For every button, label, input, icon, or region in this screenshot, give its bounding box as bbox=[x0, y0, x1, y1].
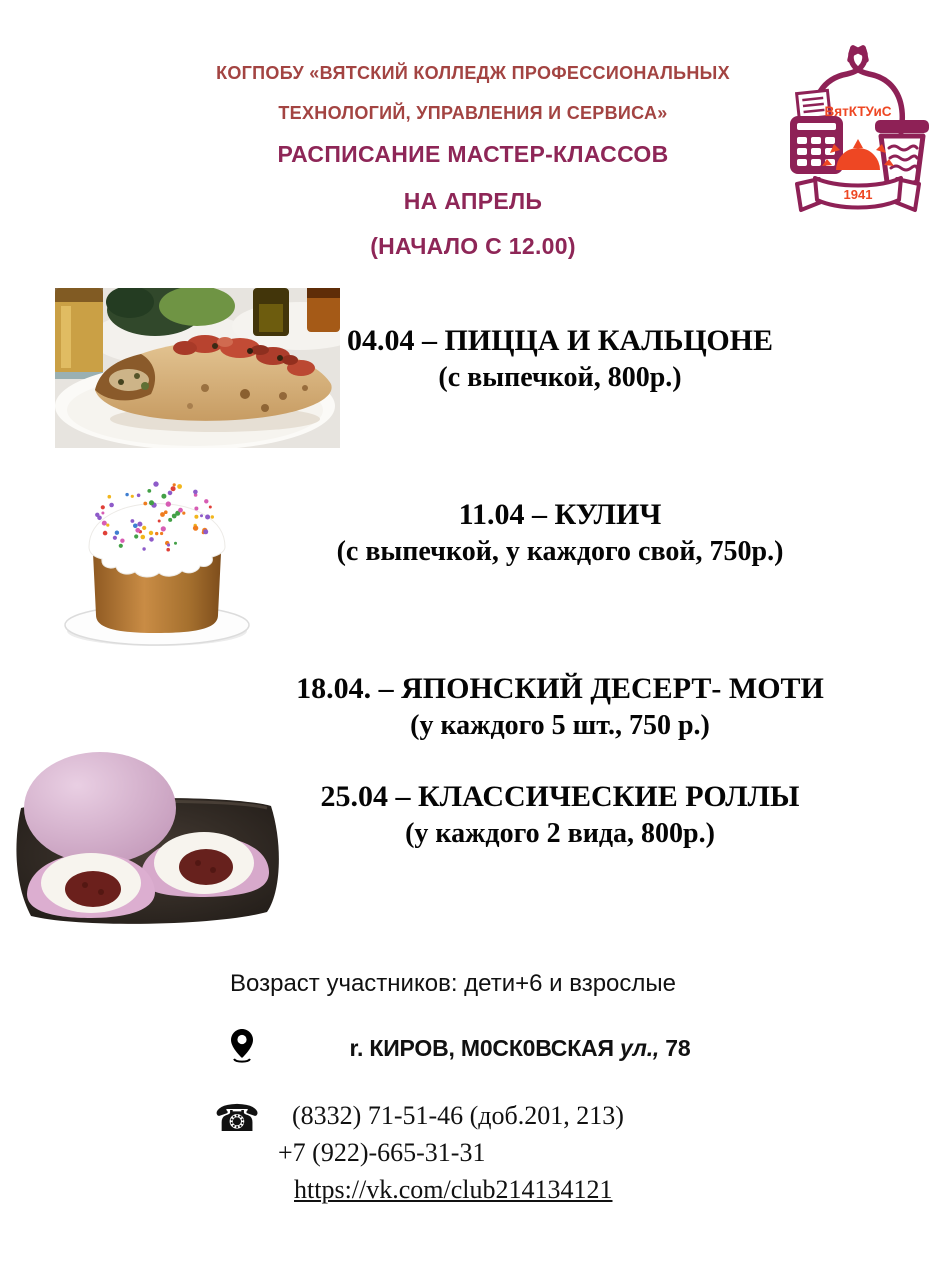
address-city-prefix: r. bbox=[349, 1035, 364, 1061]
start-time-note: (НАЧАЛО С 12.00) bbox=[370, 233, 576, 259]
event-title: 11.04 – КУЛИЧ bbox=[458, 498, 662, 531]
phone-number-2: +7 (922)-665-31-31 bbox=[278, 1138, 486, 1167]
cash-register-icon bbox=[790, 90, 843, 174]
address-house-number: 78 bbox=[665, 1035, 691, 1061]
ribbon-banner bbox=[797, 178, 919, 210]
logo-abbreviation: ВятКТУиС bbox=[824, 104, 892, 119]
event-title: 25.04 – КЛАССИЧЕСКИЕ РОЛЛЫ bbox=[320, 780, 800, 813]
org-name-line2: ТЕХНОЛОГИЙ, УПРАВЛЕНИЯ И СЕРВИСА» bbox=[278, 103, 668, 123]
logo-year: 1941 bbox=[843, 187, 873, 202]
event-details: (с выпечкой, у каждого свой, 750р.) bbox=[336, 536, 784, 567]
address-line bbox=[200, 1035, 840, 1062]
address-street-abbr: ул., bbox=[620, 1035, 660, 1061]
age-note: Возраст участников: дети+6 и взрослые bbox=[230, 970, 676, 997]
event-details: (у каждого 2 вида, 800р.) bbox=[405, 818, 715, 849]
event-item bbox=[200, 670, 920, 744]
coffee-cup-icon bbox=[875, 120, 929, 185]
vk-group-link[interactable]: https://vk.com/club214134121 bbox=[294, 1175, 613, 1204]
phone-number-1: (8332) 71-51-46 (доб.201, 213) bbox=[292, 1101, 624, 1130]
address-city-street: КИРОВ, М0СК0ВСКАЯ bbox=[369, 1035, 614, 1061]
event-item bbox=[200, 778, 920, 852]
event-item bbox=[200, 496, 920, 570]
schedule-month: НА АПРЕЛЬ bbox=[403, 188, 543, 214]
event-details: (с выпечкой, 800р.) bbox=[438, 362, 682, 393]
college-logo bbox=[785, 36, 931, 214]
org-name-line1: КОГПОБУ «ВЯТСКИЙ КОЛЛЕДЖ ПРОФЕССИОНАЛЬНЫХ bbox=[216, 63, 730, 83]
event-details: (у каждого 5 шт., 750 р.) bbox=[410, 710, 710, 741]
event-item bbox=[200, 322, 920, 396]
event-title: 04.04 – ПИЦЦА И КАЛЬЦОНЕ bbox=[346, 324, 774, 357]
schedule-title: РАСПИСАНИЕ МАСТЕР-КЛАССОВ bbox=[277, 141, 669, 167]
contact-block bbox=[278, 1097, 624, 1208]
event-title: 18.04. – ЯПОНСКИЙ ДЕСЕРТ- МОТИ bbox=[296, 672, 824, 705]
telephone-icon: ☎ bbox=[214, 1097, 261, 1140]
